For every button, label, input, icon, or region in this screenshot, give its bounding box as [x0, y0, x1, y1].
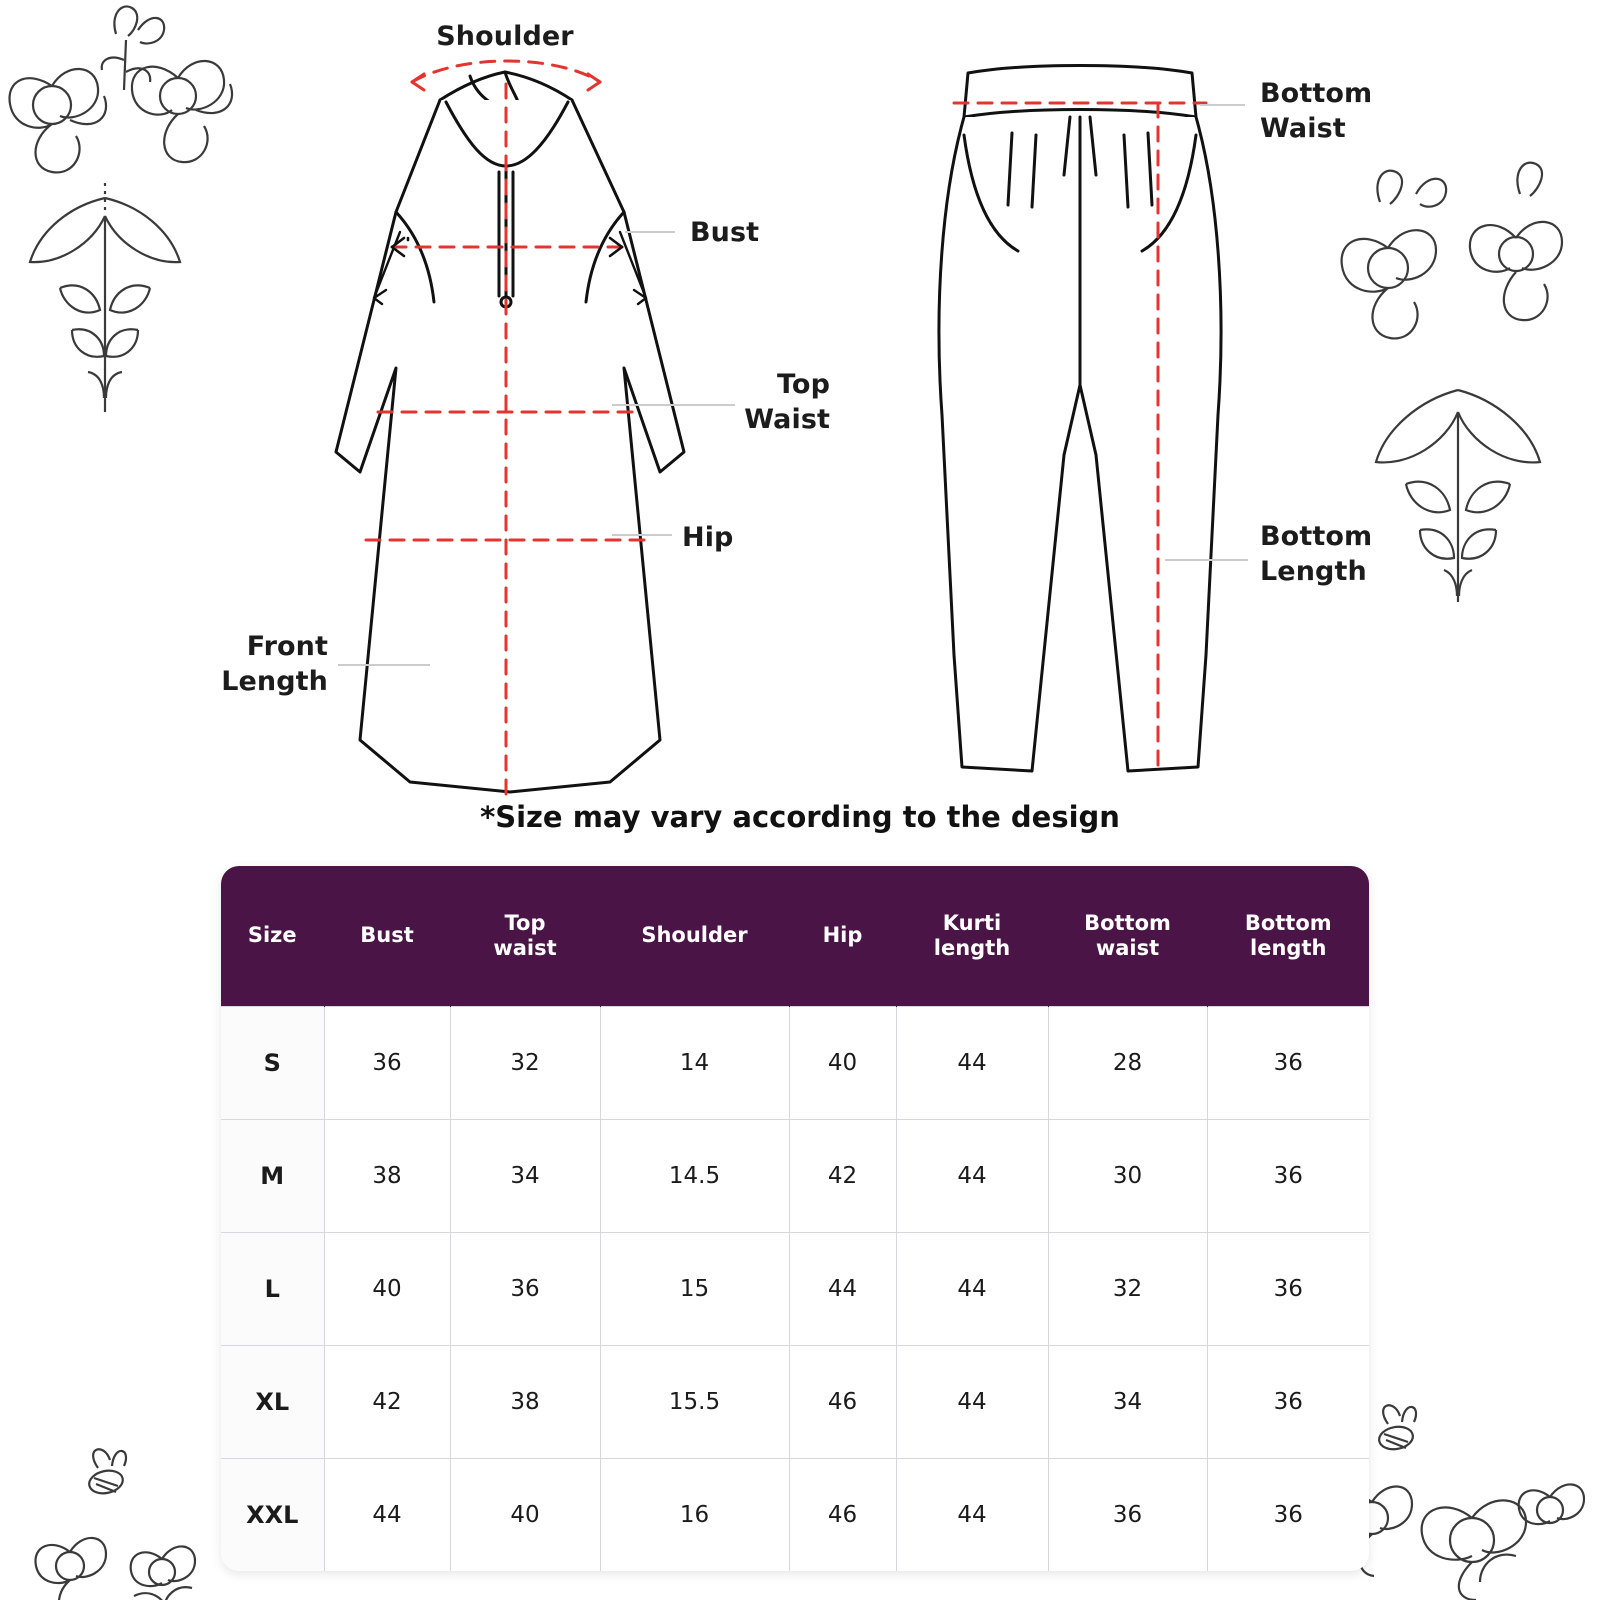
size-chart-table: [221, 866, 1369, 1571]
cell-top-waist: 32: [450, 1007, 600, 1120]
cell-kurti-length: 44: [896, 1346, 1048, 1459]
cell-bottom-length: 36: [1207, 1120, 1369, 1233]
cell-bust: 36: [324, 1007, 450, 1120]
label-bottom-waist-line2: Waist: [1260, 112, 1346, 144]
table-header-row: [221, 866, 1369, 1007]
header-hip: Hip: [789, 866, 896, 1007]
cell-kurti-length: 44: [896, 1007, 1048, 1120]
cell-bottom-length: 36: [1207, 1346, 1369, 1459]
label-shoulder: Shoulder: [436, 21, 574, 52]
cell-hip: 42: [789, 1120, 896, 1233]
label-front-length-line2: Length: [221, 665, 328, 697]
cell-size: S: [221, 1007, 324, 1120]
table-row: [221, 1007, 1369, 1120]
cell-shoulder: 14: [600, 1007, 789, 1120]
header-shoulder: Shoulder: [600, 866, 789, 1007]
cell-top-waist: 38: [450, 1346, 600, 1459]
table-row: [221, 1459, 1369, 1572]
cell-kurti-length: 44: [896, 1120, 1048, 1233]
cell-bottom-waist: 36: [1048, 1459, 1207, 1572]
cell-hip: 46: [789, 1346, 896, 1459]
label-hip: Hip: [682, 522, 734, 553]
cell-hip: 44: [789, 1233, 896, 1346]
label-top-waist-line2: Waist: [744, 403, 830, 435]
label-front-length-line1: Front: [246, 631, 328, 662]
header-bottom-waist: Bottom waist: [1048, 866, 1207, 1007]
cell-size: XXL: [221, 1459, 324, 1572]
cell-shoulder: 14.5: [600, 1120, 789, 1233]
size-disclaimer-note: *Size may vary according to the design: [480, 800, 1120, 834]
label-bust: Bust: [690, 217, 760, 248]
cell-bottom-waist: 32: [1048, 1233, 1207, 1346]
header-bust: Bust: [324, 866, 450, 1007]
cell-top-waist: 36: [450, 1233, 600, 1346]
cell-kurti-length: 44: [896, 1459, 1048, 1572]
cell-size: L: [221, 1233, 324, 1346]
cell-kurti-length: 44: [896, 1233, 1048, 1346]
cell-bust: 38: [324, 1120, 450, 1233]
header-bottom-length: Bottom length: [1207, 866, 1369, 1007]
cell-shoulder: 15.5: [600, 1346, 789, 1459]
header-kurti-length: Kurti length: [896, 866, 1048, 1007]
header-top-waist: Top waist: [450, 866, 600, 1007]
cell-bottom-waist: 30: [1048, 1120, 1207, 1233]
label-top-waist: [600, 368, 830, 437]
table-row: [221, 1120, 1369, 1233]
table-row: [221, 1233, 1369, 1346]
label-bottom-length-line2: Length: [1260, 555, 1367, 587]
cell-top-waist: 34: [450, 1120, 600, 1233]
cell-size: M: [221, 1120, 324, 1233]
header-size: Size: [221, 866, 324, 1007]
label-bottom-length-line1: Bottom: [1260, 521, 1373, 552]
label-top-waist-line1: Top: [776, 369, 830, 400]
cell-bust: 44: [324, 1459, 450, 1572]
table-row: [221, 1346, 1369, 1459]
cell-bottom-waist: 28: [1048, 1007, 1207, 1120]
cell-shoulder: 16: [600, 1459, 789, 1572]
cell-top-waist: 40: [450, 1459, 600, 1572]
label-bottom-waist-line1: Bottom: [1260, 78, 1373, 109]
cell-shoulder: 15: [600, 1233, 789, 1346]
cell-bottom-length: 36: [1207, 1233, 1369, 1346]
cell-hip: 46: [789, 1459, 896, 1572]
label-front-length: [110, 630, 328, 699]
cell-size: XL: [221, 1346, 324, 1459]
label-bottom-length: [1260, 520, 1520, 589]
cell-bust: 42: [324, 1346, 450, 1459]
cell-bottom-waist: 34: [1048, 1346, 1207, 1459]
cell-bottom-length: 36: [1207, 1459, 1369, 1572]
cell-bottom-length: 36: [1207, 1007, 1369, 1120]
cell-bust: 40: [324, 1233, 450, 1346]
label-bottom-waist: [1260, 77, 1520, 146]
cell-hip: 40: [789, 1007, 896, 1120]
